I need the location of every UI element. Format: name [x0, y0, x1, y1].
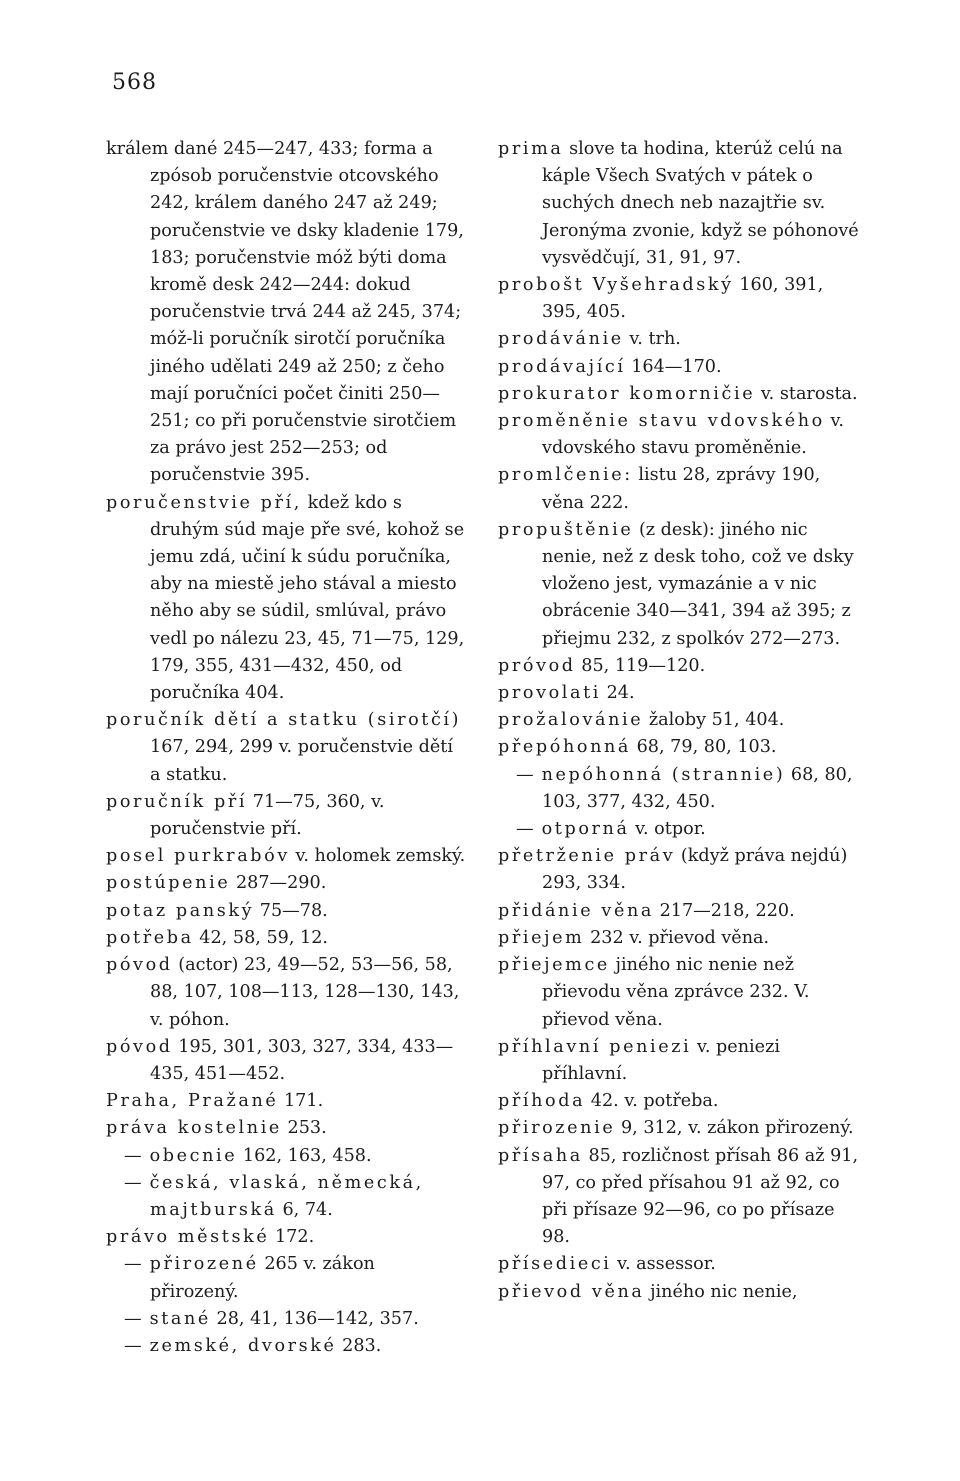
index-headword: Praha, Pražané	[106, 1091, 279, 1112]
index-entry-text: v. vdovského stavu proměněnie.	[542, 411, 844, 459]
index-headword: práva kostelnie	[106, 1118, 282, 1139]
subentry-dash: —	[516, 764, 534, 785]
index-entry-text: 162, 163, 458.	[242, 1145, 372, 1166]
index-subentry	[498, 816, 860, 843]
index-entry-text: 9, 312, v. zákon přirozený.	[620, 1118, 854, 1139]
index-entry-text: v. trh.	[629, 329, 681, 350]
index-headword: póvod	[106, 955, 173, 976]
index-subentry	[106, 1170, 468, 1224]
index-entry	[498, 925, 860, 952]
index-headword: příhlavní peniezi	[498, 1036, 692, 1057]
index-headword: potaz panský	[106, 900, 255, 921]
index-entry-text: 283.	[342, 1335, 382, 1356]
index-entry-text: 164—170.	[631, 356, 722, 377]
subentry-dash: —	[516, 819, 534, 840]
index-entry	[498, 408, 860, 462]
index-entry	[498, 952, 860, 1034]
index-entry	[106, 843, 468, 870]
index-entry	[498, 517, 860, 653]
index-entry	[498, 1115, 860, 1142]
index-entry-text: 28, 41, 136—142, 357.	[216, 1308, 419, 1329]
index-entry	[106, 952, 468, 1034]
index-entry-text: v. starosta.	[760, 383, 858, 404]
index-entry-text: 160, 391, 395, 405.	[542, 275, 824, 323]
index-headword: přísedieci	[498, 1254, 612, 1275]
page-number: 568	[112, 70, 157, 95]
index-headword: přetrženie práv	[498, 846, 676, 867]
index-entry	[106, 1224, 468, 1251]
index-headword: poručník dětí a statku (sirotčí)	[106, 710, 462, 731]
index-entry	[106, 1034, 468, 1088]
index-entry-text: 217—218, 220.	[659, 900, 795, 921]
index-headword: česká, vlaská, německá, majtburská	[149, 1172, 424, 1220]
index-headword: přirozené	[149, 1254, 259, 1275]
index-entry-text: 42. v. potřeba.	[590, 1091, 719, 1112]
index-entry	[106, 925, 468, 952]
index-entry	[498, 680, 860, 707]
subentry-dash: —	[124, 1254, 142, 1275]
index-headword: přievod věna	[498, 1281, 645, 1302]
index-entry	[498, 136, 860, 272]
index-entry-text: v. otpor.	[635, 819, 706, 840]
index-entry-text: slove ta hodina, kterúž celú na káple Všech Svatých v pátek o suchých dnech neb nazajtřie sv. Jeronýma zvonie, když se póhonové vysvědčují, 31, 91, 97.	[542, 139, 859, 268]
index-headword: propuštěnie	[498, 519, 634, 540]
index-entry	[106, 870, 468, 897]
index-column-left	[106, 136, 468, 1360]
index-entry-text: 195, 301, 303, 327, 334, 433—435, 451—452.	[150, 1036, 454, 1084]
index-headword: potřeba	[106, 927, 194, 948]
index-headword: prodávánie	[498, 329, 624, 350]
index-entry	[106, 1088, 468, 1115]
index-headword: póvod	[106, 1036, 173, 1057]
index-entry-text: v. holomek zemský.	[295, 846, 466, 867]
index-entry-text: 24.	[606, 683, 635, 704]
index-headword: obecnie	[149, 1145, 238, 1166]
index-column-right	[498, 136, 860, 1306]
index-headword: postúpenie	[106, 873, 231, 894]
index-headword: přiejem	[498, 927, 585, 948]
index-headword: nepóhonná (strannie)	[541, 764, 786, 785]
index-headword: přiejemce	[498, 955, 610, 976]
index-entry-text: 172.	[274, 1227, 315, 1248]
index-entry	[498, 734, 860, 761]
index-headword: prodávající	[498, 356, 626, 377]
index-entry-text: 68, 79, 80, 103.	[636, 737, 777, 758]
index-headword: přidánie věna	[498, 900, 654, 921]
index-entry	[498, 272, 860, 326]
index-entry-text: v. peniezi příhlavní.	[542, 1036, 780, 1084]
index-entry-text: 265 v. zákon přirozený.	[150, 1254, 375, 1302]
index-entry	[106, 136, 468, 490]
index-entry-text: 85, 119—120.	[581, 655, 706, 676]
index-entry	[498, 1251, 860, 1278]
index-entry-text: jiného nic nenie,	[650, 1281, 798, 1302]
index-entry-text: (z desk): jiného nic nenie, než z desk toho, což ve dsky vloženo jest, vymazánie a v nic obrácenie 340—341, 394 až 395; z přiejmu 232, z spolkóv 272—273.	[542, 519, 854, 649]
index-entry-text: kdež kdo s druhým súd maje pře své, kohož se jemu zdá, učiní k súdu poručníka, aby na miestě jeho stával a miesto něho aby se súdil, smlúval, právo vedl po nálezu 23, 45, 71—75, 129, 179, 355, 431—432, 450, od poručníka 404.	[150, 492, 465, 704]
index-entry	[498, 381, 860, 408]
index-headword: poručenstvie pří,	[106, 492, 302, 513]
index-headword: stané	[149, 1308, 211, 1329]
index-headword: přirozenie	[498, 1118, 616, 1139]
index-headword: posel purkrabóv	[106, 846, 290, 867]
index-entry-text: 75—78.	[259, 900, 328, 921]
subentry-dash: —	[124, 1145, 142, 1166]
index-headword: příhoda	[498, 1091, 586, 1112]
index-entry-text: 42, 58, 59, 12.	[199, 927, 328, 948]
index-subentry	[498, 762, 860, 816]
index-entry	[498, 326, 860, 353]
index-entry	[498, 354, 860, 381]
index-headword: přísaha	[498, 1145, 583, 1166]
index-headword: prokurator komorničie	[498, 383, 756, 404]
index-entry	[106, 490, 468, 708]
index-headword: prima	[498, 139, 564, 159]
index-headword: poručník pří	[106, 791, 248, 812]
index-entry-text: králem dané 245—247, 433; forma a zpósob poručenstvie otcovského 242, králem daného 247 až 249; poručenstvie ve dsky kladenie 179, 183; poručenstvie móž býti doma kromě desk 242—244: dokud poručenstvie trvá 244 až 245, 374; móž-li poručník sirotčí poručníka jiného udělati 249 až 250; z čeho mají poručníci počet činiti 250—251; co při poručenstvie sirotčiem za právo jest 252—253; od poručenstvie 395.	[106, 139, 464, 486]
index-entry	[106, 707, 468, 789]
index-entry-text: 68, 80, 103, 377, 432, 450.	[542, 764, 853, 812]
index-entry-text: (actor) 23, 49—52, 53—56, 58, 88, 107, 108—113, 128—130, 143, v. póhon.	[150, 955, 460, 1030]
index-headword: probošt Vyšehradský	[498, 275, 734, 296]
index-headword: próvod	[498, 655, 576, 676]
index-subentry	[106, 1143, 468, 1170]
index-entry-text: v. assessor.	[617, 1254, 716, 1275]
index-entry	[106, 789, 468, 843]
subentry-dash: —	[124, 1172, 142, 1193]
index-headword: promlčenie:	[498, 465, 633, 486]
index-subentry	[106, 1333, 468, 1360]
index-entry-text: listu 28, zprávy 190, věna 222.	[542, 465, 821, 513]
index-headword: prožalovánie	[498, 710, 644, 731]
index-entry	[498, 707, 860, 734]
index-entry-text: 171.	[283, 1091, 324, 1112]
index-entry	[498, 653, 860, 680]
index-entry	[106, 1115, 468, 1142]
index-headword: provolati	[498, 683, 602, 704]
index-entry-text: 287—290.	[235, 873, 327, 894]
index-entry	[498, 1088, 860, 1115]
index-headword: právo městské	[106, 1227, 270, 1248]
subentry-dash: —	[124, 1308, 142, 1329]
index-headword: otporná	[541, 819, 630, 840]
index-entry-text: jiného nic nenie než přievodu věna zprávce 232. V. přievod věna.	[542, 955, 810, 1030]
index-entry-text: 253.	[287, 1118, 327, 1139]
index-subentry	[106, 1306, 468, 1333]
index-entry	[498, 843, 860, 897]
index-entry	[498, 1279, 860, 1306]
index-entry-text: 232 v. přievod věna.	[590, 927, 770, 948]
index-entry	[498, 1143, 860, 1252]
index-entry-text: žaloby 51, 404.	[648, 710, 785, 731]
index-entry	[498, 462, 860, 516]
index-headword: zemské, dvorské	[149, 1335, 337, 1356]
index-entry-text: 71—75, 360, v. poručenstvie pří.	[150, 791, 385, 840]
index-entry-text: 167, 294, 299 v. poručenstvie dětí a statku.	[150, 737, 453, 785]
index-entry	[106, 898, 468, 925]
index-entry-text: 85, rozličnost přísah 86 až 91, 97, co před přísahou 91 až 92, co při přísaze 92—96, co po přísaze 98.	[542, 1145, 859, 1248]
index-entry-text: (když práva nejdú) 293, 334.	[542, 846, 848, 894]
index-headword: proměněnie stavu vdovského	[498, 411, 825, 432]
subentry-dash: —	[124, 1335, 142, 1356]
index-entry	[498, 1034, 860, 1088]
index-entry	[498, 898, 860, 925]
index-headword: přepóhonná	[498, 737, 632, 758]
index-subentry	[106, 1251, 468, 1305]
index-entry-text: 6, 74.	[282, 1199, 333, 1220]
